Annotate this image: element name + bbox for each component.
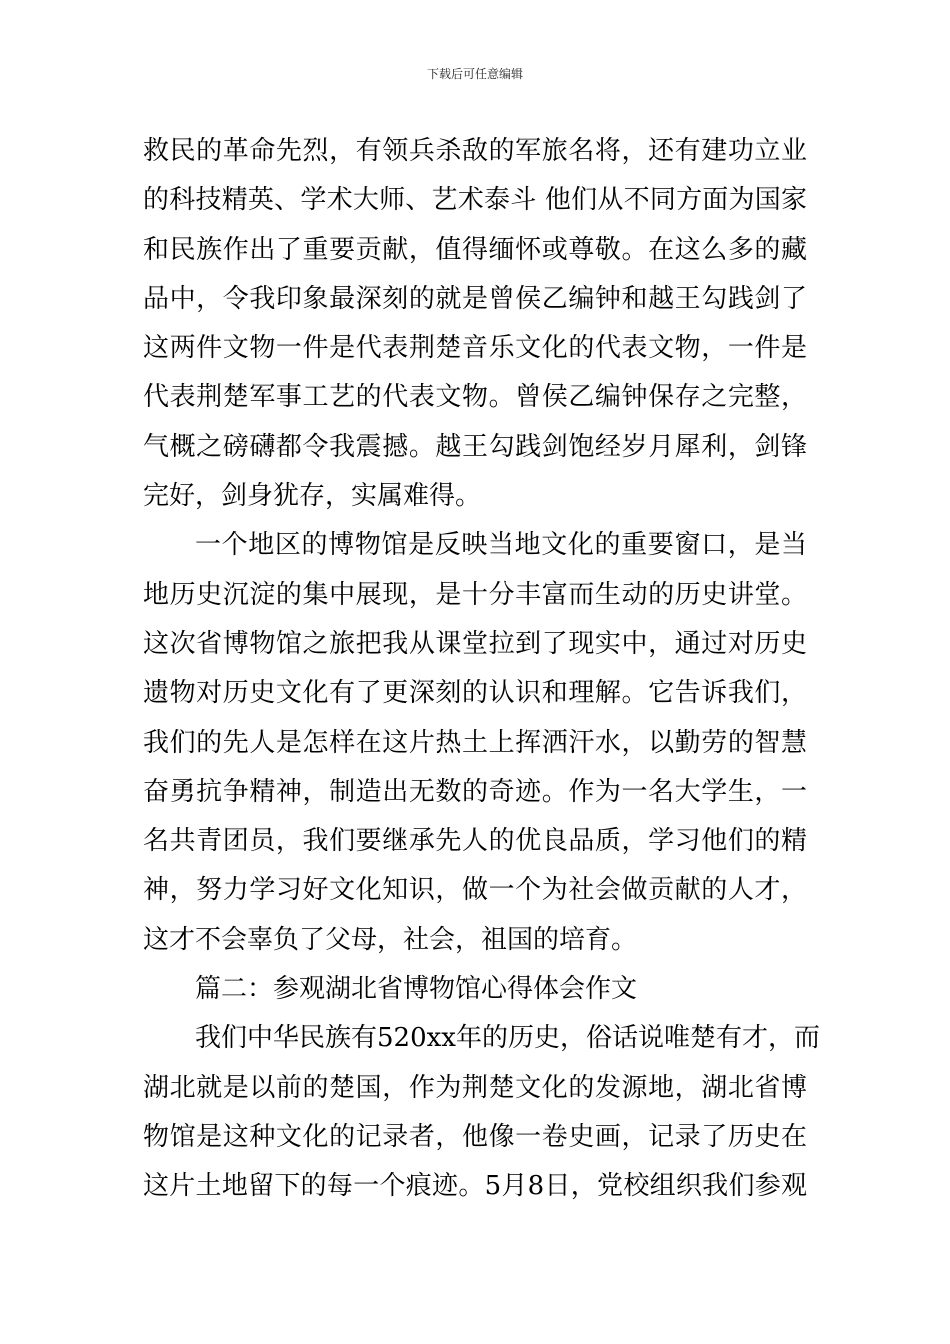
text-line: 物馆是这种文化的记录者，他像一卷史画，记录了历史在 bbox=[143, 1121, 807, 1152]
text-line: 遗物对历史文化有了更深刻的认识和理解。它告诉我们， bbox=[143, 678, 807, 709]
text-line: 这次省博物馆之旅把我从课堂拉到了现实中，通过对历史 bbox=[143, 628, 807, 659]
text-line: 救民的革命先烈，有领兵杀敌的军旅名将，还有建功立业 bbox=[143, 136, 807, 166]
text-line: 品中，令我印象最深刻的就是曾侯乙编钟和越王勾践剑了 bbox=[143, 283, 807, 314]
paragraph-start-line: 一个地区的博物馆是反映当地文化的重要窗口，是当 bbox=[195, 530, 807, 561]
text-line: 地历史沉淀的集中展现，是十分丰富而生动的历史讲堂。 bbox=[143, 579, 807, 610]
text-line: 我们的先人是怎样在这片热土上挥洒汗水，以勤劳的智慧 bbox=[143, 727, 807, 758]
text-line: 这片土地留下的每一个痕迹。5月8日，党校组织我们参观 bbox=[143, 1171, 807, 1202]
text-line: 气概之磅礴都令我震撼。越王勾践剑饱经岁月犀利，剑锋 bbox=[143, 431, 807, 462]
paragraph-start-line: 我们中华民族有520xx年的历史，俗话说唯楚有才，而 bbox=[195, 1023, 820, 1054]
text-line: 神，努力学习好文化知识，做一个为社会做贡献的人才， bbox=[143, 875, 807, 906]
text-line: 这两件文物一件是代表荆楚音乐文化的代表文物，一件是 bbox=[143, 333, 807, 364]
paragraph-end-line: 完好，剑身犹存，实属难得。 bbox=[143, 481, 482, 512]
page-header: 下载后可任意编辑 bbox=[426, 67, 523, 81]
text-line: 名共青团员，我们要继承先人的优良品质，学习他们的精 bbox=[143, 826, 807, 857]
text-line: 奋勇抗争精神，制造出无数的奇迹。作为一名大学生，一 bbox=[143, 776, 807, 807]
text-line: 湖北就是以前的楚国，作为荆楚文化的发源地，湖北省博 bbox=[143, 1072, 807, 1103]
paragraph-end-line: 这才不会辜负了父母，社会，祖国的培育。 bbox=[143, 924, 638, 955]
text-line: 的科技精英、学术大师、艺术泰斗 他们从不同方面为国家 bbox=[143, 185, 807, 216]
section-heading: 篇二：参观湖北省博物馆心得体会作文 bbox=[195, 974, 638, 1005]
text-line: 和民族作出了重要贡献，值得缅怀或尊敬。在这么多的藏 bbox=[143, 234, 807, 265]
document-body bbox=[143, 127, 820, 1212]
text-line: 代表荆楚军事工艺的代表文物。曾侯乙编钟保存之完整， bbox=[143, 382, 807, 413]
